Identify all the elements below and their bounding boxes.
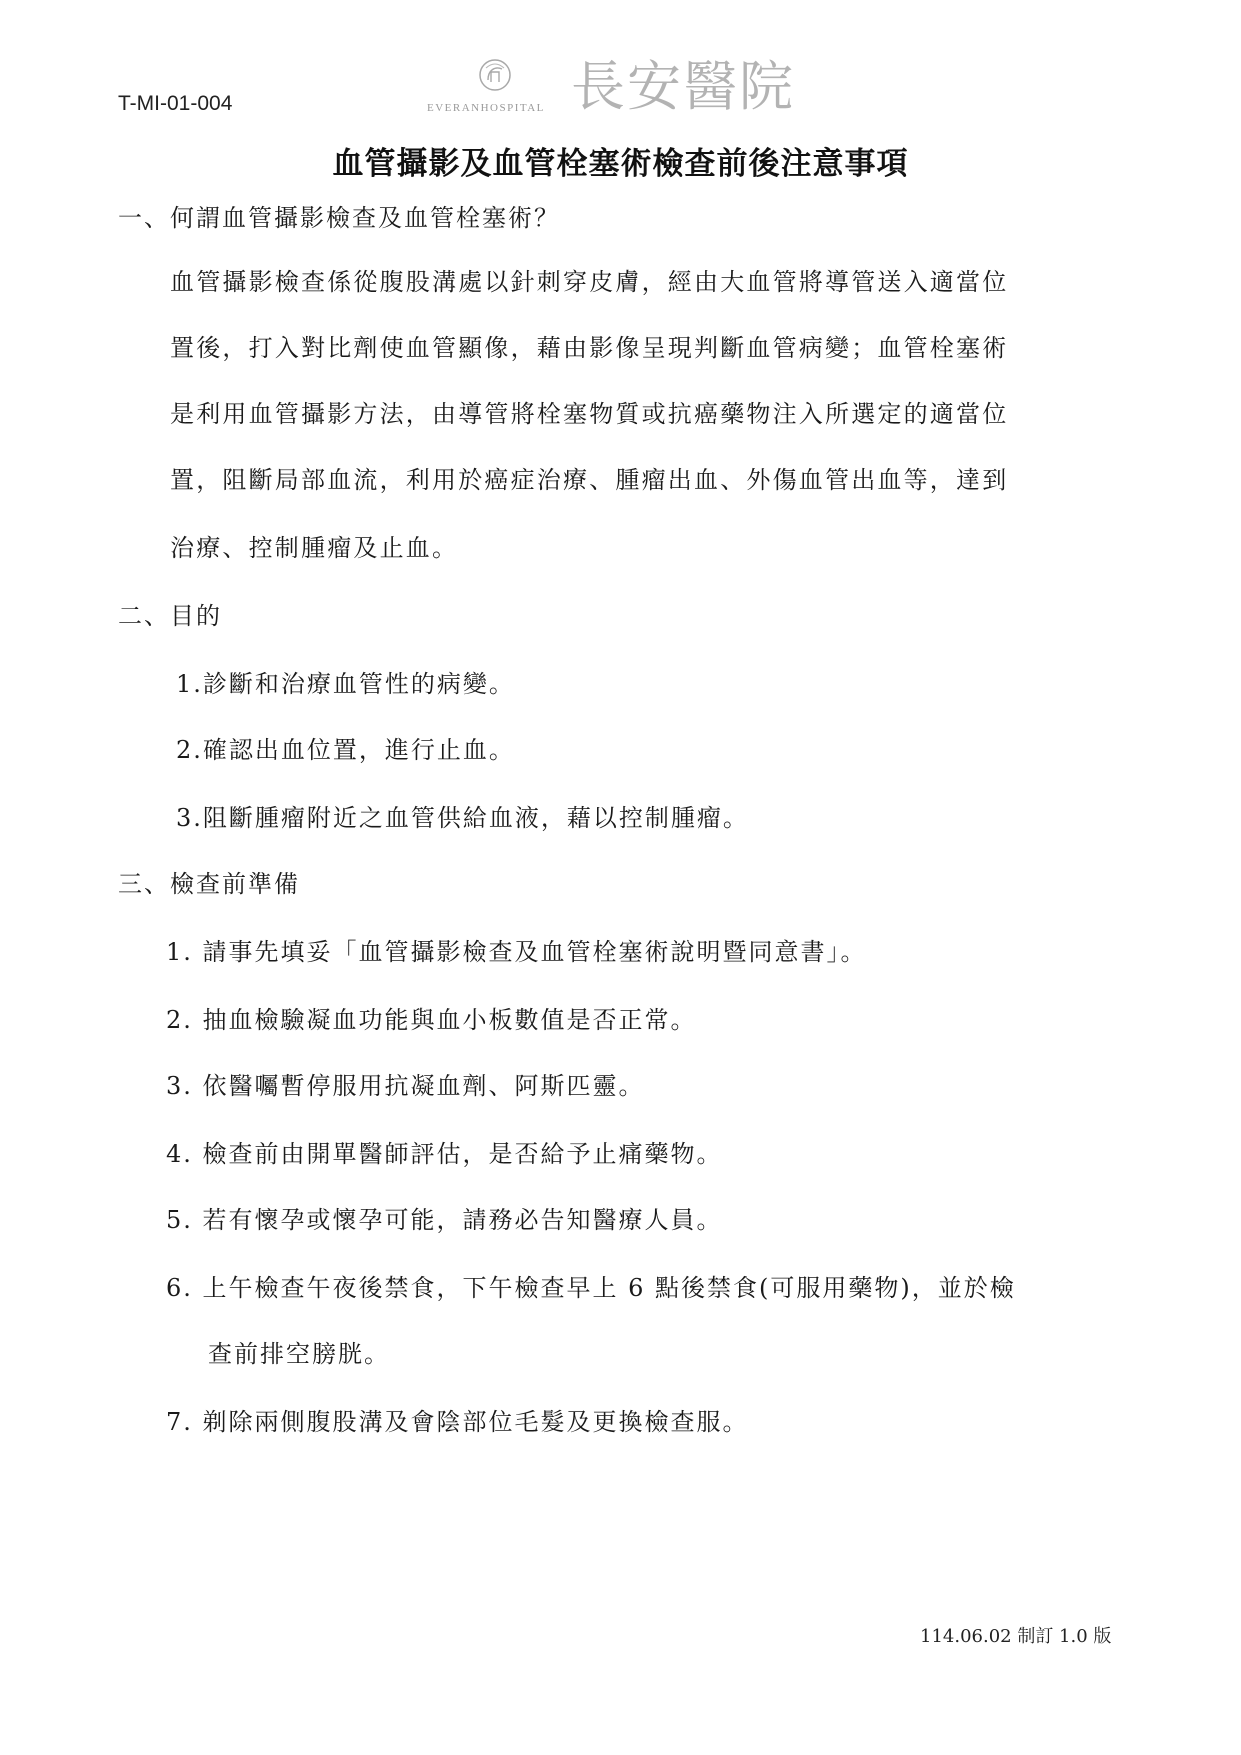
section2-heading: 二、目的 xyxy=(118,602,222,630)
logo-chinese-name: 長安醫院 xyxy=(571,55,795,118)
section1-line: 置，阻斷局部血流，利用於癌症治療、腫瘤出血、外傷血管出血等，達到 xyxy=(170,466,1009,494)
section1-line: 是利用血管攝影方法，由導管將栓塞物質或抗癌藥物注入所選定的適當位 xyxy=(170,400,1009,428)
version-footer: 114.06.02 制訂 1.0 版 xyxy=(920,1626,1112,1647)
page-title: 血管攝影及血管栓塞術檢查前後注意事項 xyxy=(332,146,909,182)
prep-item: 5. 若有懷孕或懷孕可能，請務必告知醫療人員。 xyxy=(166,1206,723,1234)
prep-item: 6. 上午檢查午夜後禁食，下午檢查早上 6 點後禁食(可服用藥物)，並於檢 xyxy=(166,1274,1016,1302)
prep-item: 7. 剃除兩側腹股溝及會陰部位毛髮及更換檢查服。 xyxy=(166,1408,749,1436)
section1-line: 治療、控制腫瘤及止血。 xyxy=(170,534,459,562)
hospital-logo xyxy=(425,56,845,126)
purpose-item: 1.診斷和治療血管性的病變。 xyxy=(176,670,515,698)
logo-english-name: EVERANHOSPITAL xyxy=(427,102,545,114)
section1-line: 血管攝影檢查係從腹股溝處以針刺穿皮膚，經由大血管將導管送入適當位 xyxy=(170,268,1009,296)
prep-item: 1. 請事先填妥「血管攝影檢查及血管栓塞術說明暨同意書」。 xyxy=(166,938,867,966)
section1-heading: 一、何謂血管攝影檢查及血管栓塞術？ xyxy=(118,204,560,232)
purpose-item: 3.阻斷腫瘤附近之血管供給血液，藉以控制腫瘤。 xyxy=(176,804,749,832)
prep-item: 4. 檢查前由開單醫師評估，是否給予止痛藥物。 xyxy=(166,1140,723,1168)
prep-item: 3. 依醫囑暫停服用抗凝血劑、阿斯匹靈。 xyxy=(166,1072,645,1100)
purpose-item: 2.確認出血位置，進行止血。 xyxy=(176,736,515,764)
prep-item-continuation: 查前排空膀胱。 xyxy=(208,1340,390,1368)
document-code: T-MI-01-004 xyxy=(118,92,233,115)
prep-item: 2. 抽血檢驗凝血功能與血小板數值是否正常。 xyxy=(166,1006,697,1034)
section1-line: 置後，打入對比劑使血管顯像，藉由影像呈現判斷血管病變；血管栓塞術 xyxy=(170,334,1009,362)
section3-heading: 三、檢查前準備 xyxy=(118,870,300,898)
hospital-emblem-icon xyxy=(478,58,512,92)
